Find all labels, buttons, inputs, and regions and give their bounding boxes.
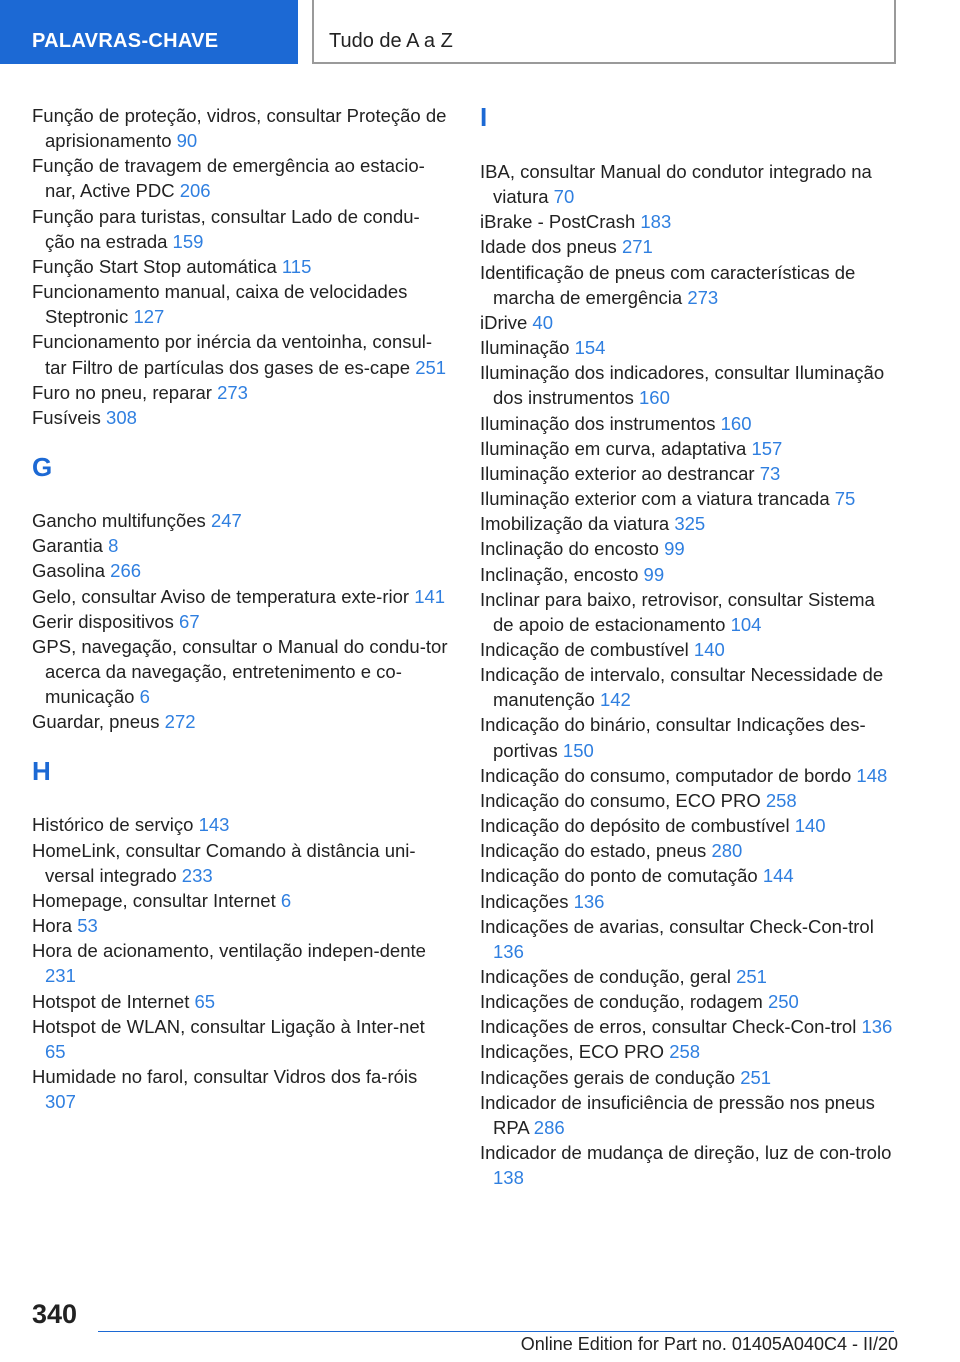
index-entry-term: Histórico de serviço: [32, 814, 194, 836]
index-entry: [32, 1064, 448, 1114]
index-entry: [480, 436, 896, 461]
page-reference-link[interactable]: 144: [762, 865, 794, 887]
index-entry-term: Indicações de erros, consultar Check-Con-trol: [480, 1016, 857, 1038]
index-entry: [32, 1014, 448, 1064]
index-entry: [480, 989, 896, 1014]
index-entry-term: Gelo, consultar Aviso de temperatura exte-rior: [32, 585, 410, 607]
index-entry-term: Indicações gerais de condução: [480, 1066, 736, 1088]
index-entry-term: Iluminação exterior com a viatura trancada: [480, 488, 830, 510]
page-reference-link[interactable]: 280: [711, 840, 743, 862]
index-entry: [480, 1140, 896, 1190]
index-entry-term: Indicação do depósito de combustível: [480, 815, 790, 837]
index-entry: [480, 637, 896, 662]
index-entry: [480, 1039, 896, 1064]
index-entry: [480, 763, 896, 788]
index-entry-term: Iluminação exterior ao destrancar: [480, 462, 755, 484]
index-entry: [480, 863, 896, 888]
index-entry: [32, 204, 448, 254]
edition-footer: Online Edition for Part no. 01405A040C4 - II/20: [520, 1334, 898, 1354]
index-entry: [32, 508, 448, 533]
index-entry-term: Hora: [32, 915, 73, 937]
index-column-left: [32, 103, 448, 1114]
page-reference-link[interactable]: 231: [45, 965, 76, 987]
page-reference-link[interactable]: 258: [669, 1041, 701, 1063]
index-entry: [32, 103, 448, 153]
index-entry: [480, 411, 896, 436]
index-entry-term: Iluminação: [480, 337, 570, 359]
footer-divider: [98, 1331, 894, 1332]
index-entry: [480, 662, 896, 712]
index-entry: [32, 153, 448, 203]
index-entry: [32, 609, 448, 634]
index-entry: [32, 533, 448, 558]
page-reference-link[interactable]: 136: [861, 1016, 893, 1038]
index-entry-term: Indicador de mudança de direção, luz de con-trolo: [480, 1142, 892, 1164]
index-entry: [32, 279, 448, 329]
page-reference-link[interactable]: 150: [562, 739, 594, 761]
index-entry: [480, 260, 896, 310]
index-entry: [32, 405, 448, 430]
index-letter-heading: H: [32, 756, 51, 787]
page-reference-link[interactable]: 233: [181, 864, 213, 886]
index-entry-term: Indicações de condução, geral: [480, 966, 731, 987]
index-entry-term: Inclinar para baixo, retrovisor, consultar Sistema de apoio de estacionamento: [480, 588, 875, 635]
index-entry-term: HomeLink, consultar Comando à distância uni-versal integrado: [32, 839, 416, 886]
page-reference-link[interactable]: 271: [621, 236, 653, 258]
index-entry-term: Indicações de condução, rodagem: [480, 991, 763, 1013]
index-entry: [32, 558, 448, 583]
index-entry-term: Função para turistas, consultar Lado de condu-ção na estrada: [32, 205, 420, 252]
index-entry-term: Inclinação do encosto: [480, 538, 659, 560]
index-entry: [480, 486, 896, 511]
index-entry-term: Indicador de insuficiência de pressão nos pneus RPA: [480, 1091, 875, 1138]
index-letter-heading: G: [32, 452, 53, 483]
index-entry-term: Funcionamento por inércia da ventoinha, consul-tar Filtro de partículas dos gases de es-cape: [32, 331, 433, 378]
page-reference-link[interactable]: 73: [759, 462, 781, 484]
index-entry-term: Indicação de intervalo, consultar Necessidade de manutenção: [480, 664, 884, 711]
index-entry: [480, 461, 896, 486]
page-reference-link[interactable]: 247: [210, 510, 242, 532]
index-entry: [480, 159, 896, 209]
page-reference-link[interactable]: 136: [493, 940, 524, 962]
page-reference-link[interactable]: 75: [834, 488, 856, 510]
index-entry: [480, 209, 896, 234]
index-entry-term: Gancho multifunções: [32, 510, 206, 532]
page-reference-link[interactable]: 157: [751, 437, 783, 459]
index-letter-heading: I: [480, 102, 488, 132]
index-entry-term: Iluminação dos instrumentos: [480, 412, 716, 434]
index-entry: [480, 712, 896, 762]
index-entry-term: Função Start Stop automática: [32, 255, 277, 277]
page-reference-link[interactable]: 206: [179, 180, 211, 202]
page-reference-link[interactable]: 40: [532, 311, 553, 333]
page-reference-link[interactable]: 6: [139, 686, 150, 708]
index-entry-term: Funcionamento manual, caixa de velocidades Steptronic: [32, 281, 408, 328]
index-entry-term: Indicação do consumo, ECO PRO: [480, 789, 761, 811]
page-reference-link[interactable]: 138: [493, 1167, 524, 1189]
index-entry-term: Função de travagem de emergência ao estacio-nar, Active PDC: [32, 155, 425, 202]
index-entry-term: Indicações, ECO PRO: [480, 1041, 665, 1063]
index-entry-term: Guardar, pneus: [32, 711, 160, 733]
index-entry-term: Indicação do estado, pneus: [480, 840, 707, 862]
index-entry: [480, 310, 896, 335]
page-reference-link[interactable]: 258: [765, 789, 797, 811]
page-reference-link[interactable]: 141: [414, 585, 446, 607]
index-entry: [480, 562, 896, 587]
index-entry: [480, 587, 896, 637]
index-entry: [480, 234, 896, 259]
index-entry-term: Indicação de combustível: [480, 638, 689, 660]
page-reference-link[interactable]: 160: [720, 412, 752, 434]
page-reference-link[interactable]: 99: [664, 538, 685, 560]
page-reference-link[interactable]: 142: [599, 689, 631, 711]
index-entry-term: Inclinação, encosto: [480, 563, 639, 585]
index-entry-term: Hotspot de WLAN, consultar Ligação à Inter-net: [32, 1015, 425, 1037]
index-entry: [32, 938, 448, 988]
page-reference-link[interactable]: 251: [736, 966, 767, 987]
index-entry: [480, 813, 896, 838]
index-entry: [32, 888, 448, 913]
page-reference-link[interactable]: 266: [110, 560, 142, 582]
index-column-right: [480, 103, 896, 1190]
index-entry-term: iDrive: [480, 311, 528, 333]
page-reference-link[interactable]: 99: [643, 563, 665, 585]
index-entry-term: Gasolina: [32, 560, 106, 582]
index-entry: [32, 380, 448, 405]
page-reference-link[interactable]: 65: [45, 1040, 66, 1062]
page-reference-link[interactable]: 90: [176, 130, 198, 152]
page-reference-link[interactable]: 308: [106, 406, 137, 428]
index-entry: [480, 360, 896, 410]
index-entry: [32, 254, 448, 279]
index-entry: [32, 709, 448, 734]
index-entry: [480, 536, 896, 561]
index-entry-term: Iluminação dos indicadores, consultar Iluminação dos instrumentos: [480, 362, 885, 409]
index-entry-term: Idade dos pneus: [480, 236, 617, 258]
page-reference-link[interactable]: 65: [194, 990, 216, 1012]
page-reference-link[interactable]: 70: [553, 186, 575, 208]
index-entry: [480, 838, 896, 863]
index-entry: [32, 838, 448, 888]
page-reference-link[interactable]: 115: [281, 255, 312, 277]
page-reference-link[interactable]: 143: [198, 814, 230, 836]
topic-tab: Tudo de A a Z: [312, 0, 896, 64]
index-entry-term: Indicação do consumo, computador de bordo: [480, 764, 852, 786]
page-reference-link[interactable]: 104: [730, 613, 762, 635]
page-reference-link[interactable]: 325: [674, 513, 706, 535]
index-entry: [32, 913, 448, 938]
index-entry: [480, 511, 896, 536]
page-reference-link[interactable]: 6: [280, 889, 292, 911]
page-reference-link[interactable]: 159: [172, 230, 204, 252]
index-entry: [32, 634, 448, 709]
index-entry: [32, 812, 448, 837]
index-entry: [480, 889, 896, 914]
index-entry-term: Imobilização da viatura: [480, 513, 670, 535]
page-reference-link[interactable]: 250: [767, 991, 799, 1013]
index-entry-term: Função de proteção, vidros, consultar Proteção de aprisionamento: [32, 105, 447, 152]
index-entry-term: Indicações: [480, 890, 569, 912]
index-entry: [32, 329, 448, 379]
page-reference-link[interactable]: 53: [77, 915, 98, 937]
index-entry-term: Hora de acionamento, ventilação indepen-dente: [32, 940, 426, 962]
index-entry: [480, 964, 896, 989]
page-reference-link[interactable]: 154: [574, 337, 606, 359]
index-entry: [480, 914, 896, 964]
page-reference-link[interactable]: 273: [217, 381, 248, 403]
page-reference-link[interactable]: 251: [740, 1066, 772, 1088]
index-entry-term: Fusíveis: [32, 406, 101, 428]
index-entry-term: iBrake - PostCrash: [480, 211, 636, 233]
page-reference-link[interactable]: 67: [179, 610, 200, 632]
index-entry: [480, 1014, 896, 1039]
page-reference-link[interactable]: 286: [533, 1116, 565, 1138]
index-entry: [480, 1065, 896, 1090]
page-number: 340: [32, 1299, 78, 1329]
page-reference-link[interactable]: 127: [133, 306, 165, 328]
page-reference-link[interactable]: 140: [794, 815, 826, 837]
index-entry-term: Homepage, consultar Internet: [32, 889, 276, 911]
page-reference-link[interactable]: 307: [45, 1091, 76, 1113]
page-reference-link[interactable]: 8: [108, 535, 119, 557]
index-entry-term: Indicações de avarias, consultar Check-Con-trol: [480, 915, 874, 937]
page-reference-link[interactable]: 251: [415, 356, 447, 378]
index-entry: [32, 989, 448, 1014]
index-entry-term: Iluminação em curva, adaptativa: [480, 437, 747, 459]
index-entry-term: Gerir dispositivos: [32, 610, 174, 632]
index-entry: [480, 788, 896, 813]
index-entry-term: Indicação do binário, consultar Indicações des-portivas: [480, 714, 866, 761]
index-entry-term: Identificação de pneus com características de marcha de emergência: [480, 261, 856, 308]
index-entry-term: Hotspot de Internet: [32, 990, 190, 1012]
page-reference-link[interactable]: 273: [687, 286, 719, 308]
index-entry-term: Garantia: [32, 535, 103, 557]
index-entry-term: Furo no pneu, reparar: [32, 381, 212, 403]
page-reference-link[interactable]: 160: [639, 387, 670, 409]
page-reference-link[interactable]: 183: [640, 211, 672, 233]
index-entry-term: IBA, consultar Manual do condutor integrado na viatura: [480, 161, 872, 208]
index-entry: [480, 335, 896, 360]
section-tab: PALAVRAS-CHAVE: [0, 0, 298, 64]
index-entry: [480, 1090, 896, 1140]
page-reference-link[interactable]: 148: [856, 764, 888, 786]
index-entry-term: Humidade no farol, consultar Vidros dos fa-róis: [32, 1066, 418, 1087]
page-reference-link[interactable]: 136: [573, 890, 605, 912]
page-reference-link[interactable]: 140: [693, 638, 725, 660]
index-entry-term: Indicação do ponto de comutação: [480, 865, 758, 887]
index-entry-term: GPS, navegação, consultar o Manual do condu-tor acerca da navegação, entretenimento e co-municação: [32, 635, 448, 708]
page-reference-link[interactable]: 272: [164, 711, 196, 733]
index-entry: [32, 584, 448, 609]
